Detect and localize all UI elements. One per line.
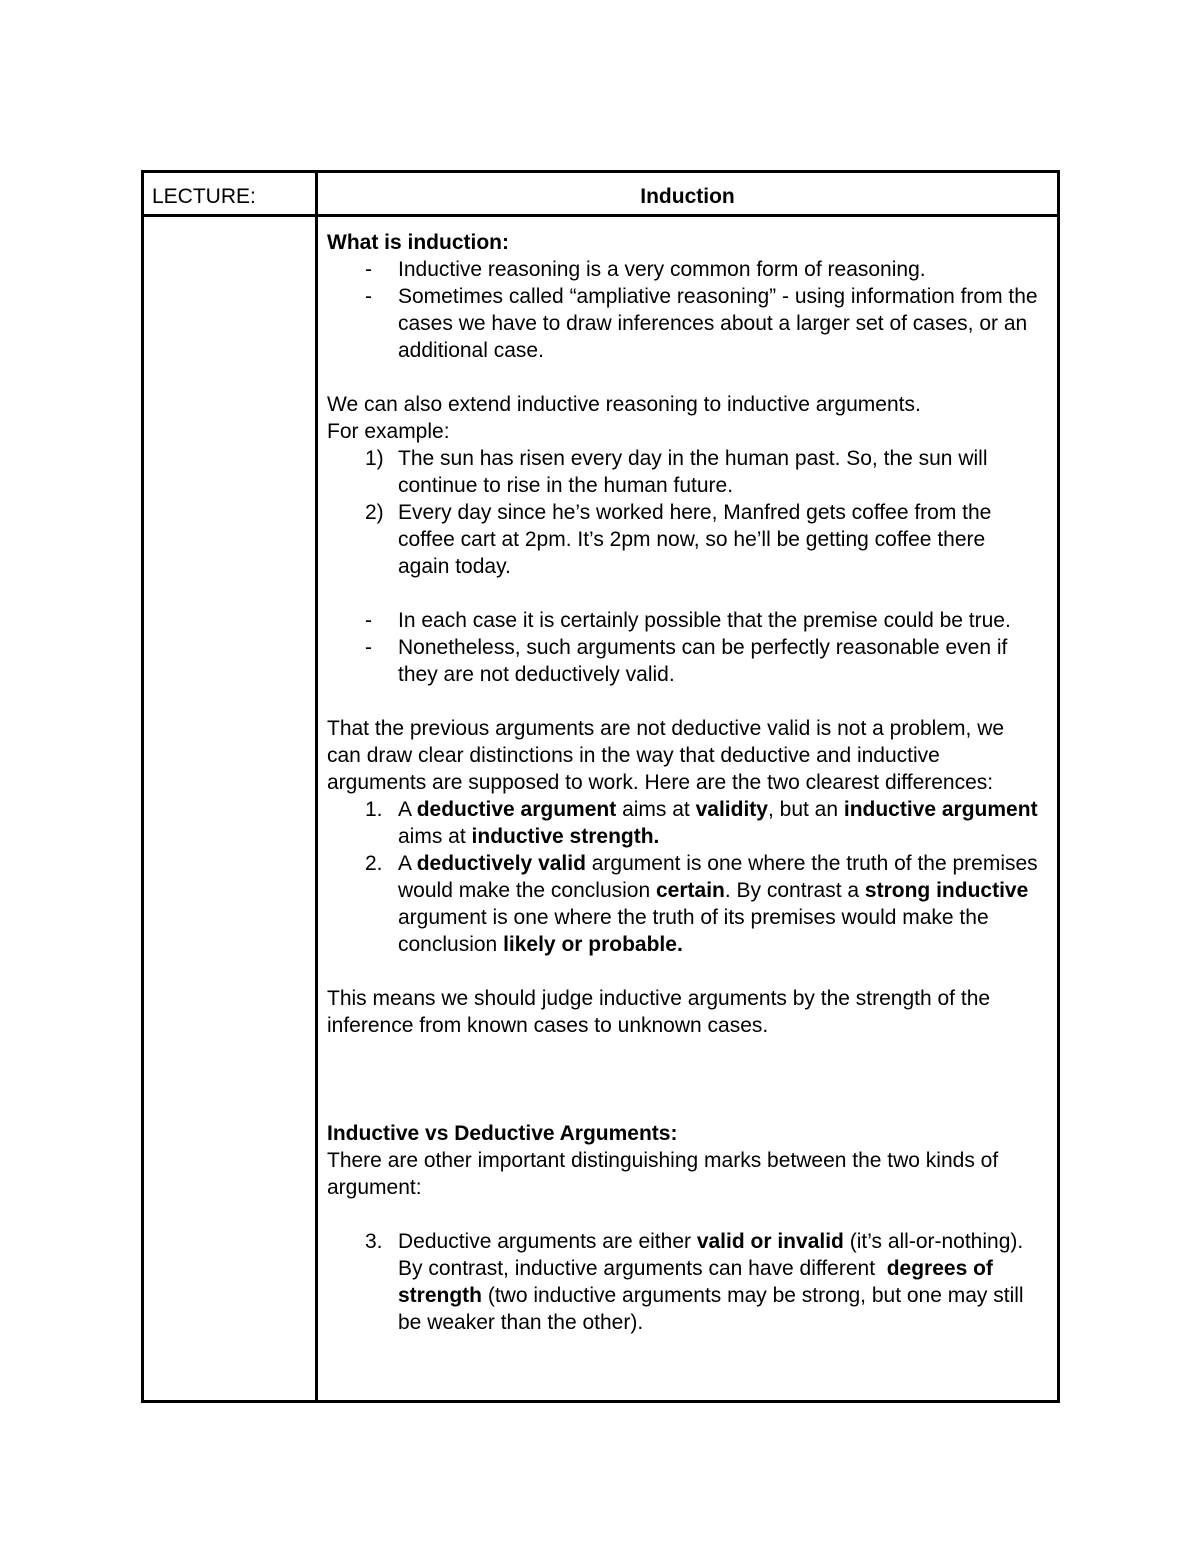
- dash-marker: -: [365, 636, 372, 659]
- list-item: [327, 796, 1041, 850]
- paragraph-extend: We can also extend inductive reasoning to inductive arguments.: [327, 393, 921, 416]
- bullet-text: Sometimes called “ampliative reasoning” - using information from the cases we have to draw inferences about a larger set of cases, or an additional case.: [398, 285, 1038, 362]
- example-text: Every day since he’s worked here, Manfred gets coffee from the coffee cart at 2pm. It’s 2pm now, so he’ll be getting coffee there again today.: [398, 501, 992, 578]
- example-text: The sun has risen every day in the human past. So, the sun will continue to rise in the human future.: [398, 447, 988, 497]
- lecture-label: LECTURE:: [152, 185, 256, 208]
- bullet-text: Nonetheless, such arguments can be perfectly reasonable even if they are not deductively valid.: [398, 636, 1008, 686]
- dash-marker: -: [365, 258, 372, 281]
- lecture-title-cell: [317, 172, 1059, 216]
- list-item: [327, 607, 1041, 634]
- list-item: [327, 256, 1041, 283]
- list-item: [327, 634, 1041, 688]
- list-item: [327, 283, 1041, 364]
- number-marker: 1.: [365, 798, 383, 821]
- bullet-text: Inductive reasoning is a very common form of reasoning.: [398, 258, 926, 281]
- dash-marker: -: [365, 285, 372, 308]
- bullet-text: In each case it is certainly possible that the premise could be true.: [398, 609, 1011, 632]
- section-heading-inductive-vs-deductive: Inductive vs Deductive Arguments:: [327, 1122, 678, 1145]
- number-marker: 2.: [365, 852, 383, 875]
- number-marker: 2): [365, 501, 384, 524]
- list-item: [327, 850, 1041, 958]
- list-item: [327, 1228, 1041, 1336]
- left-empty-cell: [143, 216, 317, 1402]
- paragraph-distinctions: That the previous arguments are not deductive valid is not a problem, we can draw clear distinctions in the way that deductive and inductive arguments are supposed to work. Here are the two clearest differences:: [327, 717, 1005, 794]
- paragraph-judge: This means we should judge inductive arguments by the strength of the inference from known cases to unknown cases.: [327, 987, 991, 1037]
- list-item: [327, 499, 1041, 580]
- difference-text: Deductive arguments are either valid or invalid (it’s all-or-nothing). By contrast, inductive arguments can have different degrees of strength (two inductive arguments may be strong, but one may still be weaker than the other).: [398, 1230, 1030, 1334]
- dash-marker: -: [365, 609, 372, 632]
- lecture-table: [141, 170, 1060, 1403]
- difference-text: A deductive argument aims at validity, but an inductive argument aims at inductive strength.: [398, 798, 1038, 848]
- number-marker: 3.: [365, 1230, 383, 1253]
- list-item: [327, 445, 1041, 499]
- section-heading-what-is-induction: What is induction:: [327, 231, 509, 254]
- content-cell: [317, 216, 1059, 1402]
- difference-text: A deductively valid argument is one where the truth of the premises would make the conclusion certain. By contrast a strong inductive argument is one where the truth of its premises would make the conclusion likely or probable.: [398, 852, 1038, 956]
- paragraph-example: For example:: [327, 420, 450, 443]
- number-marker: 1): [365, 447, 384, 470]
- paragraph-intro: There are other important distinguishing marks between the two kinds of argument:: [327, 1149, 999, 1199]
- lecture-label-cell: [143, 172, 317, 216]
- lecture-title: Induction: [640, 185, 735, 208]
